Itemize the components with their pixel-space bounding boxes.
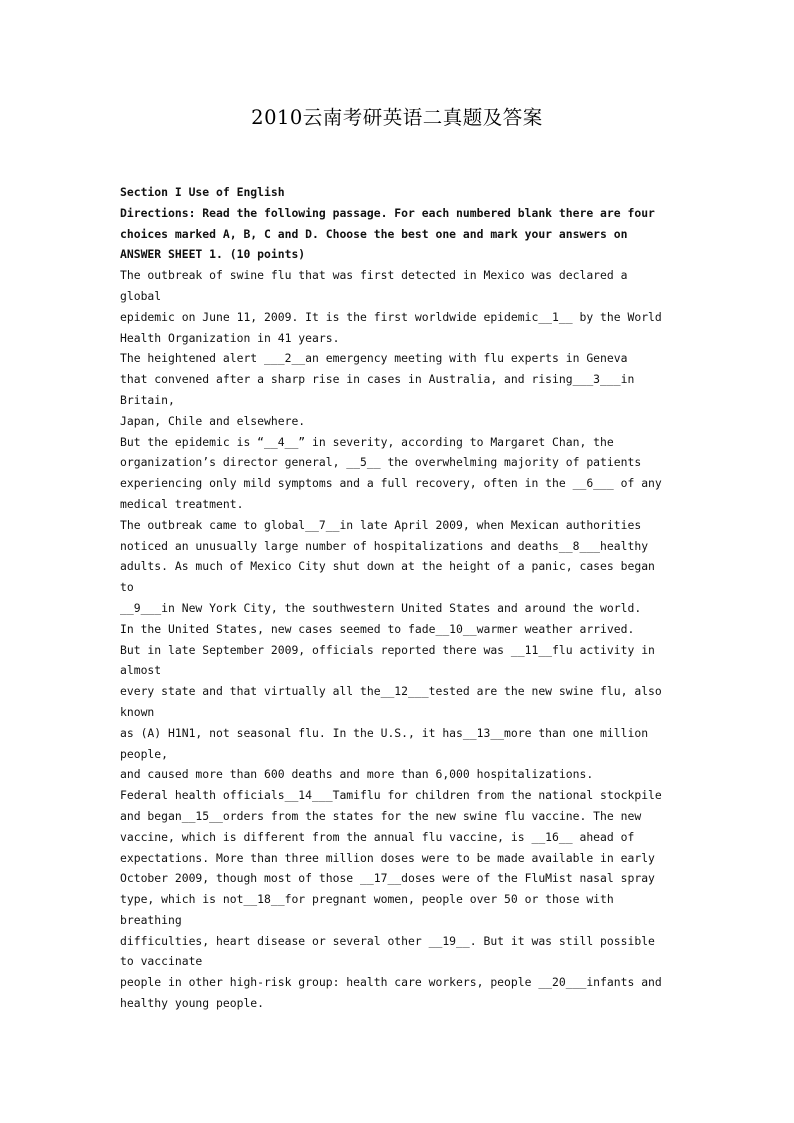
passage-line: type, which is not__18__for pregnant women, people over 50 or those with	[120, 892, 614, 907]
directions-line: Directions: Read the following passage. For each numbered blank there are four	[120, 205, 655, 220]
passage-line: Japan, Chile and elsewhere.	[120, 413, 306, 428]
passage-line: difficulties, heart disease or several other __19__. But it was still possible	[120, 933, 655, 948]
passage-line: epidemic on June 11, 2009. It is the first worldwide epidemic__1__ by the World	[120, 309, 662, 324]
passage-line: known	[120, 704, 155, 719]
passage-line: breathing	[120, 912, 182, 927]
document-body	[120, 182, 680, 1014]
passage-line: The outbreak of swine flu that was first detected in Mexico was declared a	[120, 268, 628, 283]
passage-line: every state and that virtually all the__12___tested are the new swine flu, also	[120, 684, 662, 699]
passage-line: and began__15__orders from the states for the new swine flu vaccine. The new	[120, 808, 642, 823]
passage-line: to vaccinate	[120, 954, 203, 969]
passage-line: Health Organization in 41 years.	[120, 330, 340, 345]
directions-line: ANSWER SHEET 1. (10 points)	[120, 247, 306, 262]
passage-line: expectations. More than three million doses were to be made available in early	[120, 850, 655, 865]
passage-line: that convened after a sharp rise in cases in Australia, and rising___3___in	[120, 372, 635, 387]
passage-line: The outbreak came to global__7__in late April 2009, when Mexican authorities	[120, 517, 642, 532]
directions-line: choices marked A, B, C and D. Choose the best one and mark your answers on	[120, 226, 628, 241]
section-heading: Section I Use of English	[120, 185, 285, 199]
passage-line: October 2009, though most of those __17__doses were of the FluMist nasal spray	[120, 871, 655, 886]
passage-line: people in other high-risk group: health care workers, people __20___infants and	[120, 975, 662, 990]
passage-line: vaccine, which is different from the annual flu vaccine, is __16__ ahead of	[120, 829, 635, 844]
passage-line: adults. As much of Mexico City shut down at the height of a panic, cases began	[120, 559, 655, 574]
passage-line: people,	[120, 746, 169, 761]
passage-line: to	[120, 580, 134, 595]
passage-line: as (A) H1N1, not seasonal flu. In the U.S., it has__13__more than one million	[120, 725, 649, 740]
passage-line: healthy young people.	[120, 996, 265, 1011]
passage-line: But the epidemic is “__4__” in severity, according to Margaret Chan, the	[120, 434, 614, 449]
passage-line: Britain,	[120, 392, 175, 407]
passage-line: __9___in New York City, the southwestern United States and around the world.	[120, 600, 642, 615]
passage-line: medical treatment.	[120, 496, 244, 511]
passage-line: noticed an unusually large number of hospitalizations and deaths__8___healthy	[120, 538, 649, 553]
passage-line: global	[120, 288, 162, 303]
passage-line: and caused more than 600 deaths and more than 6,000 hospitalizations.	[120, 767, 594, 782]
passage-line: The heightened alert ___2__an emergency meeting with flu experts in Geneva	[120, 351, 628, 366]
passage-line: experiencing only mild symptoms and a full recovery, often in the __6___ of any	[120, 476, 662, 491]
passage-line: Federal health officials__14___Tamiflu for children from the national stockpile	[120, 788, 662, 803]
passage-line: organization’s director general, __5__ the overwhelming majority of patients	[120, 455, 642, 470]
passage-line: But in late September 2009, officials reported there was __11__flu activity in	[120, 642, 655, 657]
passage-line: In the United States, new cases seemed to fade__10__warmer weather arrived.	[120, 621, 635, 636]
passage-line: almost	[120, 663, 162, 678]
document-title: 2010云南考研英语二真题及答案	[251, 106, 543, 129]
